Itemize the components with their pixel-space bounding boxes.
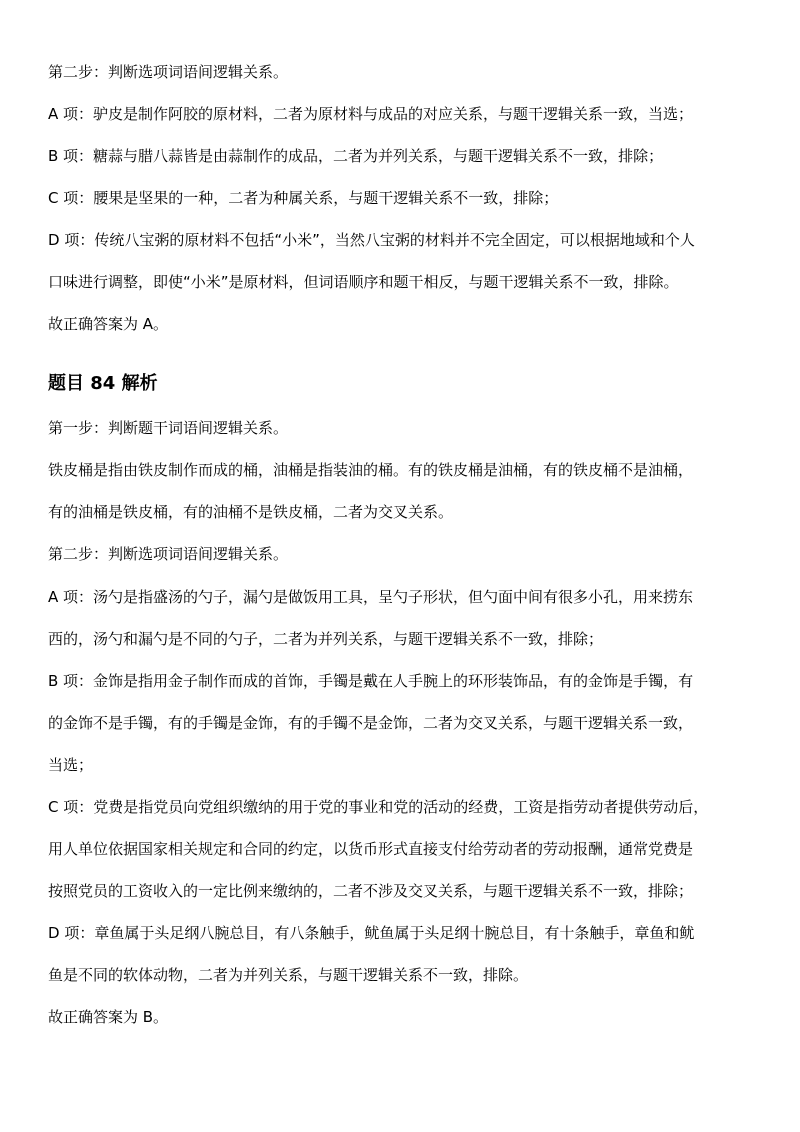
option-b-line1: B 项：金饰是指用金子制作而成的首饰，手镯是戴在人手腕上的环形装饰品，有的金饰是手镯，有 [48, 672, 694, 690]
option-d-line2: 鱼是不同的软体动物，二者为并列关系，与题干逻辑关系不一致，排除。 [48, 966, 529, 984]
section-heading-84: 题目 84 解析 [48, 373, 158, 394]
option-d-line1: D 项：章鱼属于头足纲八腕总目，有八条触手，鱿鱼属于头足纲十腕总目，有十条触手，章鱼和鱿 [48, 924, 695, 942]
option-a-line2: 西的，汤勺和漏勺是不同的勺子，二者为并列关系，与题干逻辑关系不一致，排除； [48, 630, 604, 648]
step1-line2: 有的油桶是铁皮桶，有的油桶不是铁皮桶，二者为交叉关系。 [48, 503, 454, 521]
option-a-prev: A 项：驴皮是制作阿胶的原材料，二者为原材料与成品的对应关系，与题干逻辑关系一致，当选； [48, 105, 694, 123]
option-c-prev: C 项：腰果是坚果的一种，二者为种属关系，与题干逻辑关系不一致，排除； [48, 189, 559, 207]
answer: 故正确答案为 B。 [48, 1008, 169, 1026]
step2-label-prev: 第二步：判断选项词语间逻辑关系。 [48, 63, 289, 81]
option-d-prev-line2: 口味进行调整，即使“小米”是原材料，但词语顺序和题干相反，与题干逻辑关系不一致，排除。 [48, 273, 679, 291]
option-c-line1: C 项：党费是指党员向党组织缴纳的用于党的事业和党的活动的经费，工资是指劳动者提供劳动后， [48, 798, 709, 816]
option-b-prev: B 项：糖蒜与腊八蒜皆是由蒜制作的成品，二者为并列关系，与题干逻辑关系不一致，排除； [48, 147, 664, 165]
step1-line1: 铁皮桶是指由铁皮制作而成的桶，油桶是指装油的桶。有的铁皮桶是油桶，有的铁皮桶不是油桶， [48, 461, 694, 479]
option-c-line2: 用人单位依据国家相关规定和合同的约定，以货币形式直接支付给劳动者的劳动报酬，通常党费是 [48, 840, 694, 858]
answer-prev: 故正确答案为 A。 [48, 315, 169, 333]
step2-label: 第二步：判断选项词语间逻辑关系。 [48, 545, 289, 563]
option-c-line3: 按照党员的工资收入的一定比例来缴纳的，二者不涉及交叉关系，与题干逻辑关系不一致，排除； [48, 882, 694, 900]
option-b-line3: 当选； [48, 756, 94, 774]
step1-label: 第一步：判断题干词语间逻辑关系。 [48, 419, 289, 437]
option-b-line2: 的金饰不是手镯，有的手镯是金饰，有的手镯不是金饰，二者为交叉关系，与题干逻辑关系一致， [48, 714, 694, 732]
option-d-prev-line1: D 项：传统八宝粥的原材料不包括“小米”，当然八宝粥的材料并不完全固定，可以根据地域和个人 [48, 231, 695, 249]
option-a-line1: A 项：汤勺是指盛汤的勺子，漏勺是做饭用工具，呈勺子形状，但勺面中间有很多小孔，用来捞东 [48, 588, 694, 606]
